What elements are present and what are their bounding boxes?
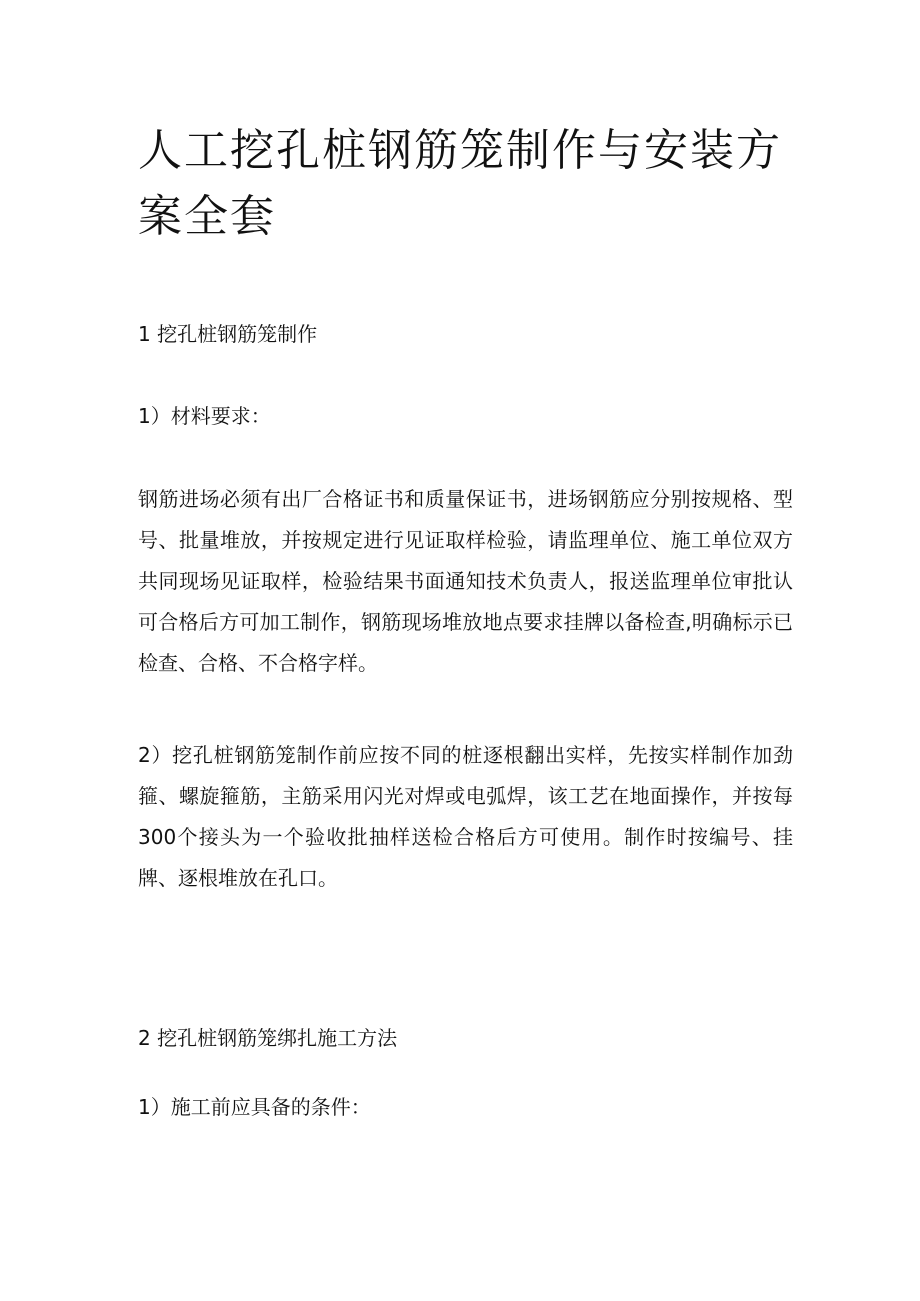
section-1-item-2-paragraph: 2）挖孔桩钢筋笼制作前应按不同的桩逐根翻出实样，先按实样制作加劲箍、螺旋箍筋，主筋采用闪光对焊或电弧焊，该工艺在地面操作，并按每300个接头为一个验收批抽样送检合格后方可使用。制作时按编号、挂牌、逐根堆放在孔口。	[138, 743, 793, 890]
section-1-item-1-label: 1）材料要求：	[138, 404, 271, 428]
document-title: 人工挖孔桩钢筋笼制作与安装方案全套	[138, 125, 782, 242]
section-1-item-1-paragraph: 钢筋进场必须有出厂合格证书和质量保证书，进场钢筋应分别按规格、型号、批量堆放，并按规定进行见证取样检验，请监理单位、施工单位双方共同现场见证取样，检验结果书面通知技术负责人，报送监理单位审批认可合格后方可加工制作，钢筋现场堆放地点要求挂牌以备检查,明确标示已检查、合格、不合格字样。	[138, 487, 793, 675]
section-2-heading: 2 挖孔桩钢筋笼绑扎施工方法	[138, 1026, 398, 1050]
section-2-item-1-label: 1）施工前应具备的条件：	[138, 1095, 371, 1119]
section-1-heading: 1 挖孔桩钢筋笼制作	[138, 322, 318, 346]
